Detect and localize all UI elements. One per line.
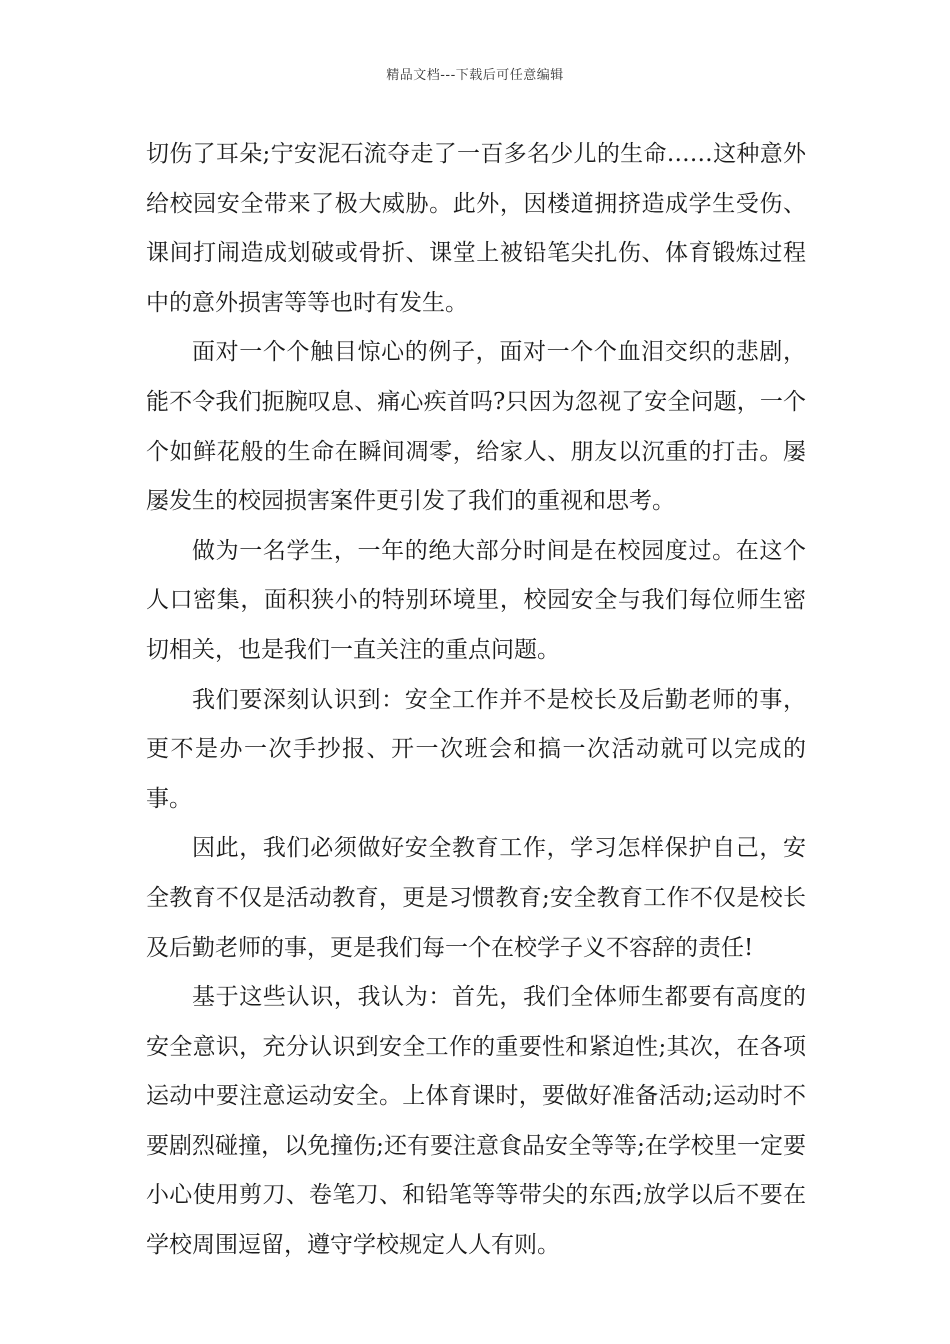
paragraph-2: 面对一个个触目惊心的例子，面对一个个血泪交织的悲剧，能不令我们扼腕叹息、痛心疾首吗?只因为忽视了安全问题，一个个如鲜花般的生命在瞬间凋零，给家人、朋友以沉重的打击。屡屡发生的校园损害案件更引发了我们的重视和思考。 [146,339,806,515]
paragraph-6: 基于这些认识，我认为：首先，我们全体师生都要有高度的安全意识，充分认识到安全工作的重要性和紧迫性;其次，在各项运动中要注意运动安全。上体育课时，要做好准备活动;运动时不要剧烈碰撞，以免撞伤;还有要注意食品安全等等;在学校里一定要小心使用剪刀、卷笔刀、和铅笔等等带尖的东西;放学以后不要在学校周围逗留，遵守学校规定人人有则。 [146,984,806,1259]
paragraph-3: 做为一名学生，一年的绝大部分时间是在校园度过。在这个人口密集，面积狭小的特别环境里，校园安全与我们每位师生密切相关，也是我们一直关注的重点问题。 [146,537,806,663]
paragraph-5: 因此，我们必须做好安全教育工作，学习怎样保护自己，安全教育不仅是活动教育，更是习惯教育;安全教育工作不仅是校长及后勤老师的事，更是我们每一个在校学子义不容辞的责任! [146,835,806,961]
page-header: 精品文档---下载后可任意编辑 [386,68,564,83]
document-body [146,130,806,1271]
paragraph-1: 切伤了耳朵;宁安泥石流夺走了一百多名少儿的生命……这种意外给校园安全带来了极大威胁。此外，因楼道拥挤造成学生受伤、课间打闹造成划破或骨折、课堂上被铅笔尖扎伤、体育锻炼过程中的意外损害等等也时有发生。 [146,141,806,316]
paragraph-4: 我们要深刻认识到：安全工作并不是校长及后勤老师的事，更不是办一次手抄报、开一次班会和搞一次活动就可以完成的事。 [146,686,806,812]
